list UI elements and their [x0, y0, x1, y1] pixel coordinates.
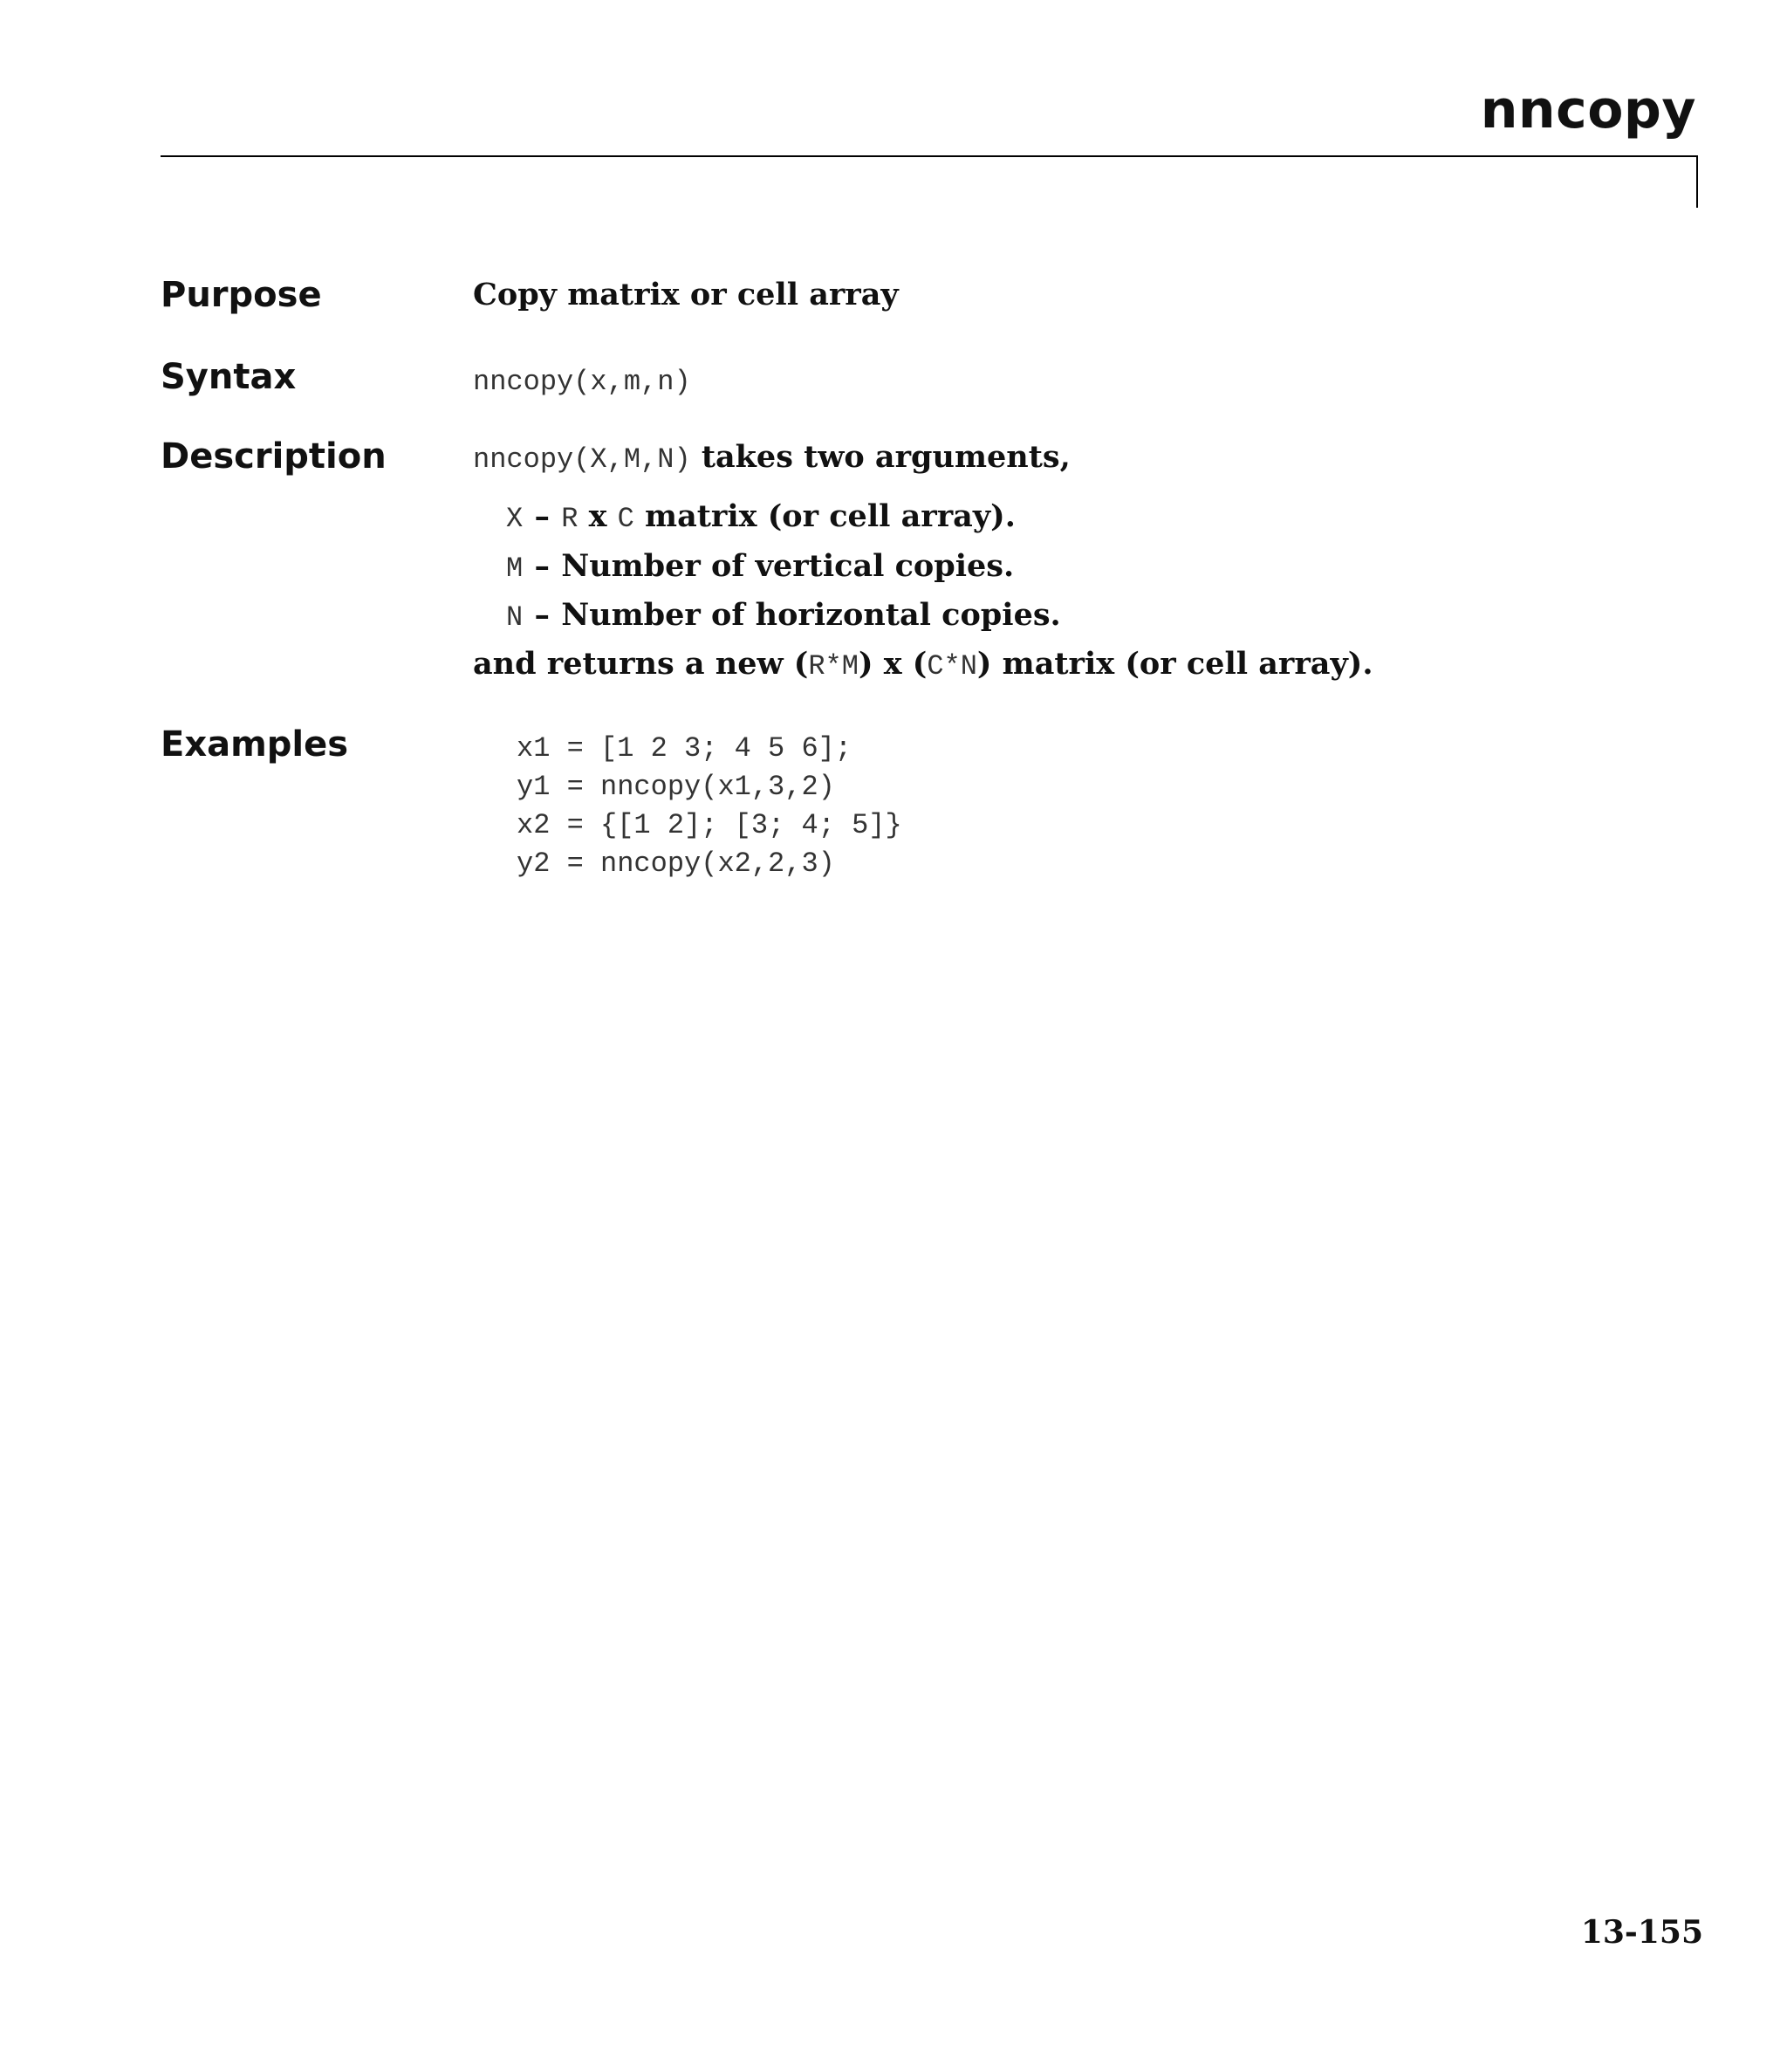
code-line: x2 = {[1 2]; [3; 4; 5]} — [517, 809, 902, 841]
examples-label: Examples — [161, 724, 349, 765]
syntax-code: nncopy(x,m,n) — [473, 366, 691, 398]
code-line: x1 = [1 2 3; 4 5 6]; — [517, 732, 852, 765]
arg-r: R — [561, 503, 579, 535]
arg-dash: – — [534, 597, 550, 633]
code-line: y2 = nncopy(x2,2,3) — [517, 847, 835, 880]
arg-dash: – — [534, 548, 550, 584]
arg-text: Number of horizontal copies. — [561, 597, 1061, 633]
page-number: 13-155 — [1580, 1914, 1703, 1951]
arg-text: Number of vertical copies. — [561, 548, 1015, 584]
arg-name: N — [506, 601, 524, 634]
syntax-label: Syntax — [161, 357, 297, 397]
header-rule — [161, 155, 1698, 157]
page-title: nncopy — [1480, 79, 1696, 141]
description-intro — [473, 439, 1071, 476]
arg-name: M — [506, 552, 524, 585]
returns-post: ) matrix (or cell array). — [976, 646, 1373, 682]
arg-text: matrix (or cell array). — [645, 498, 1016, 534]
arg-dash: – — [534, 498, 550, 534]
purpose-label: Purpose — [161, 275, 322, 315]
description-returns — [473, 648, 1373, 681]
returns-pre: and returns a new ( — [473, 646, 809, 682]
purpose-text: Copy matrix or cell array — [473, 277, 899, 312]
arg-times: x — [588, 498, 607, 534]
description-label: Description — [161, 436, 387, 477]
code-line: y1 = nncopy(x1,3,2) — [517, 771, 835, 803]
intro-text: takes two arguments, — [701, 439, 1071, 475]
arg-row-m — [506, 548, 1015, 585]
arg-row-n — [506, 597, 1061, 634]
arg-row-x — [506, 498, 1016, 535]
returns-code-2: C*N — [927, 650, 977, 683]
returns-code-1: R*M — [808, 650, 859, 683]
returns-mid: ) x ( — [858, 646, 928, 682]
arg-name: X — [506, 503, 524, 535]
header-rule-tick — [1696, 155, 1698, 208]
intro-code: nncopy(X,M,N) — [473, 443, 691, 476]
arg-c: C — [617, 503, 634, 535]
